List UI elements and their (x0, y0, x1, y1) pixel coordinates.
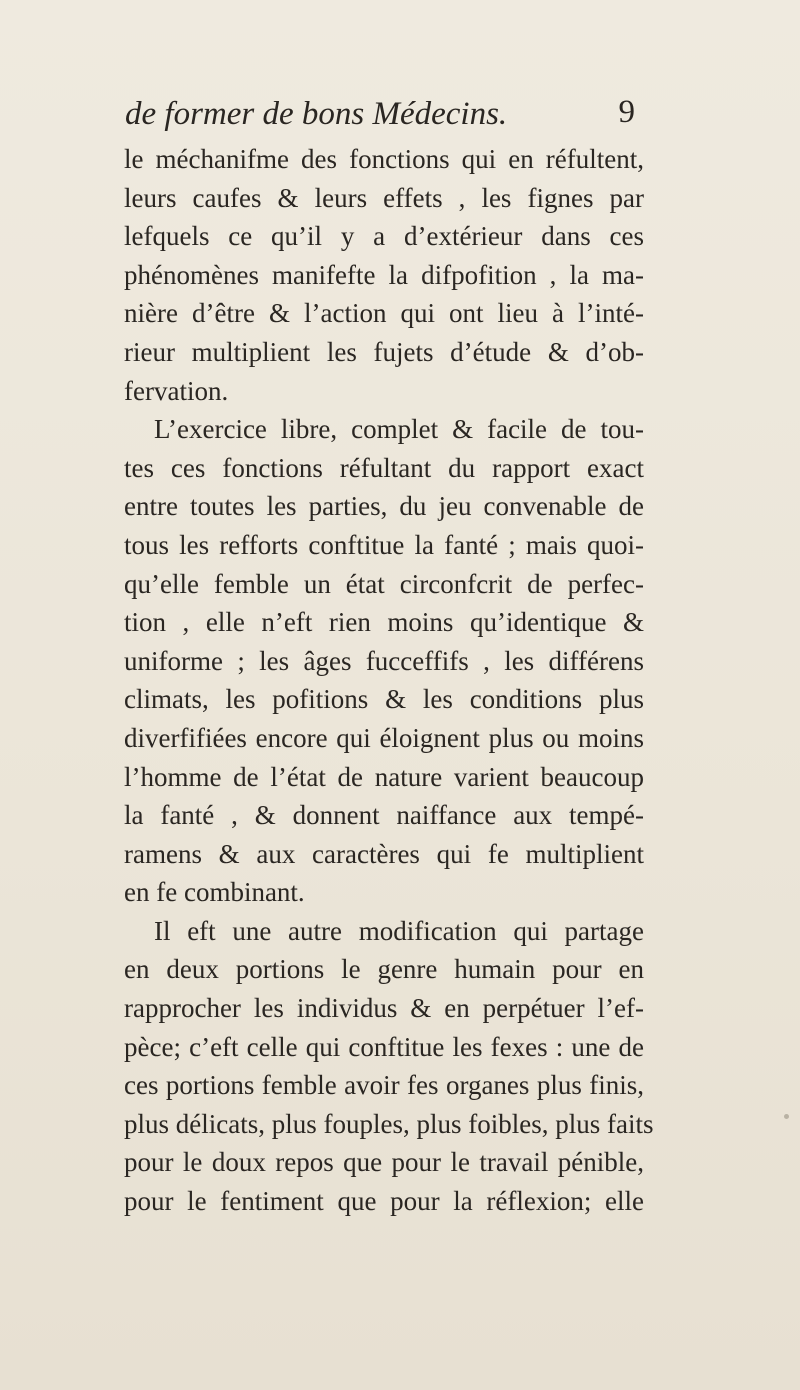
text-line: ramens & aux caractères qui fe multiplient (124, 838, 644, 869)
text-line: ces portions femble avoir fes organes plus finis, (124, 1070, 644, 1101)
text-line: plus délicats, plus fouples, plus foibles, plus faits (124, 1108, 654, 1139)
page-number: 9 (618, 94, 635, 130)
text-line: l’homme de l’état de nature varient beaucoup (124, 761, 644, 792)
text-line: pour le fentiment que pour la réflexion; elle (124, 1186, 644, 1217)
text-line: pèce; c’eft celle qui conftitue les fexes : une de (124, 1031, 644, 1062)
text-line: nière d’être & l’action qui ont lieu à l’inté- (124, 298, 644, 329)
text-line: fervation. (124, 375, 229, 406)
text-line: uniforme ; les âges fucceffifs , les différens (124, 645, 644, 676)
text-line: phénomènes manifefte la difpofition , la ma- (124, 259, 644, 290)
text-line: le méchanifme des fonctions qui en réfultent, (124, 144, 644, 174)
text-line: rieur multiplient les fujets d’étude & d’ob- (124, 336, 644, 367)
text-line: tes ces fonctions réfultant du rapport exact (124, 452, 644, 483)
text-line: rapprocher les individus & en perpétuer l’ef- (124, 993, 644, 1024)
text-line: climats, les pofitions & les conditions plus (124, 684, 644, 715)
text-line: pour le doux repos que pour le travail pénible, (124, 1147, 644, 1178)
running-title: de former de bons Médecins. (125, 96, 508, 132)
text-line: la fanté , & donnent naiffance aux tempé- (124, 800, 644, 831)
text-line: Il eft une autre modification qui partage (154, 915, 644, 946)
text-line: leurs caufes & leurs effets , les fignes par (124, 182, 644, 213)
text-line: lefquels ce qu’il y a d’extérieur dans ces (124, 221, 644, 252)
text-line: tion , elle n’eft rien moins qu’identique & (124, 607, 644, 638)
text-line: en fe combinant. (124, 877, 305, 908)
text-line: en deux portions le genre humain pour en (124, 954, 644, 985)
ink-speck (784, 1114, 789, 1119)
text-line: L’exercice libre, complet & facile de tou- (154, 414, 644, 445)
text-line: tous les refforts conftitue la fanté ; mais quoi- (124, 529, 644, 560)
page-header (125, 94, 635, 134)
body-text (124, 140, 654, 1221)
text-line: qu’elle femble un état circonfcrit de perfec- (124, 568, 644, 599)
text-line: diverfifiées encore qui éloignent plus ou moins (124, 722, 644, 753)
text-line: entre toutes les parties, du jeu convenable de (124, 491, 644, 522)
